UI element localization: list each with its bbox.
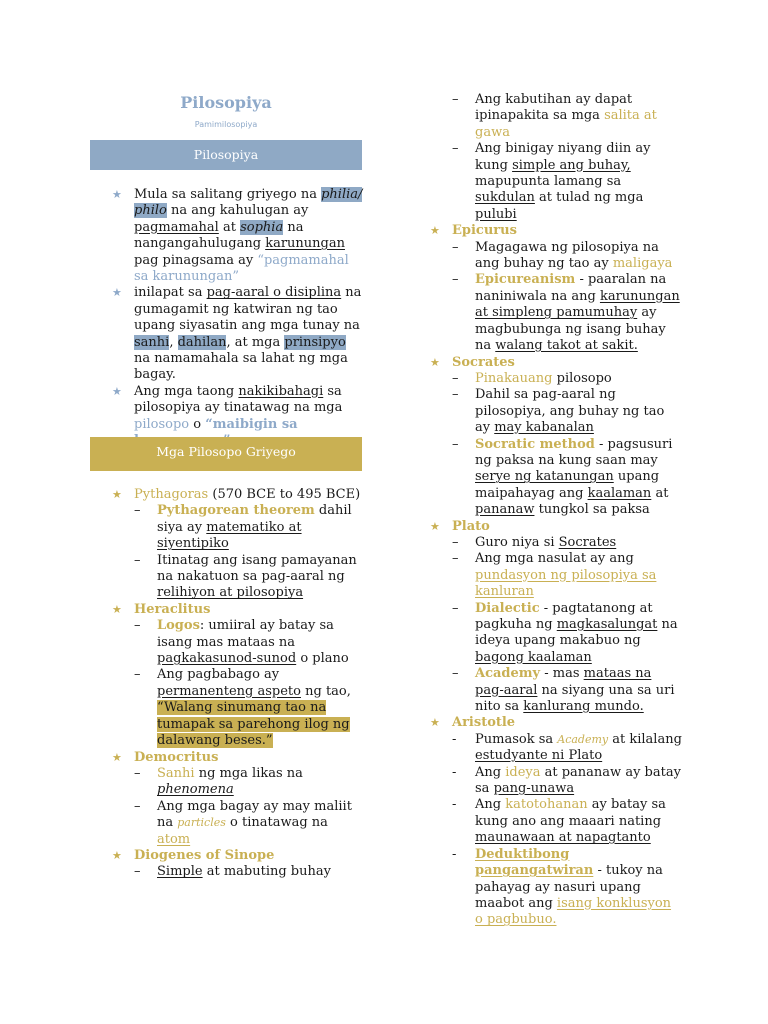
- philosopher-epicurus: [430, 223, 682, 354]
- intro-list: [112, 187, 364, 450]
- philosopher-name: Heraclitus: [134, 601, 211, 617]
- philosopher-name: Socrates: [452, 354, 515, 370]
- star-icon: ★: [112, 384, 122, 398]
- list-item: – Socratic method - pagsusuri ng paksa na kung saan may serye ng katanungan upang maipahayag ang kaalaman at pananaw tungkol sa paksa: [452, 436, 673, 518]
- philosopher-democritus: [112, 750, 364, 848]
- star-icon: ★: [430, 716, 440, 730]
- philosopher-name: Diogenes of Sinope: [134, 847, 275, 863]
- philosophers-list-left: [112, 487, 364, 881]
- list-item: - Deduktibong pangangatwiran - tukoy na pahayag ay nasuri upang maabot ang isang konklusyon o pagbubuo.: [452, 846, 672, 928]
- list-item: - Pumasok sa Academy at kilalang estudyante ni Plato: [452, 731, 682, 764]
- highlight-quote: “Walang sinumang tao na tumapak sa parehong ilog ng dalawang beses.”: [157, 700, 350, 749]
- list-item: – Dahil sa pag-aaral ng pilosopiya, ang buhay ng tao ay may kabanalan: [452, 387, 665, 436]
- list-item: – Ang binigay niyang diin ay kung simple ang buhay, mapupunta lamang sa sukdulan at tulad ng mga pulubi: [452, 141, 651, 222]
- star-icon: ★: [112, 602, 122, 616]
- philosopher-diogenes: [112, 848, 364, 881]
- list-item: – Itinatag ang isang pamayanan na nakatuon sa pag-aaral ng relihiyon at pilosopiya: [134, 552, 357, 601]
- star-icon: ★: [430, 355, 440, 369]
- star-icon: ★: [112, 750, 122, 764]
- philosopher-heraclitus: [112, 602, 364, 750]
- star-icon: ★: [112, 188, 122, 201]
- list-item: – Guro niya si Socrates: [452, 534, 617, 550]
- philosopher-aristotle: [430, 715, 682, 928]
- star-icon: ★: [430, 224, 440, 238]
- list-item: ★ Mula sa salitang griyego na philia/ philo na ang kahulugan ay pagmamahal at sophia na nangangahulugang karunungan pag pinagsama ay “pagmamahal sa karunungan”: [112, 187, 363, 285]
- highlight-term: prinsipyo: [284, 334, 346, 350]
- list-item: ★ inilapat sa pag-aaral o disiplina na gumagamit ng katwiran ng tao upang siyasatin ang mga tunay na sanhi, dahilan, at mga prinsipyo na namamahala sa lahat ng mga bagay.: [112, 285, 362, 383]
- highlight-term: sanhi: [134, 334, 170, 350]
- philosopher-diogenes-cont: [430, 92, 682, 223]
- list-item: – Pythagorean theorem dahil siya ay matematiko at siyentipiko: [134, 503, 352, 552]
- list-item: - Ang katotohanan ay batay sa kung ano ang maaari nating maunawaan at napagtanto: [452, 797, 666, 846]
- list-item: - Ang ideya at pananaw ay batay sa pang-unawa: [452, 764, 681, 797]
- list-item: – Pinakauang pilosopo: [452, 370, 612, 386]
- highlight-term: dahilan: [177, 334, 227, 350]
- philosopher-name: Plato: [452, 518, 490, 534]
- star-icon: ★: [430, 519, 440, 533]
- section-banner-pilosopiya: Pilosopiya: [90, 140, 362, 170]
- page-subtitle: Pamimilosopiya: [194, 120, 258, 129]
- star-icon: ★: [112, 848, 122, 862]
- philosopher-name: Pythagoras: [134, 487, 209, 502]
- philosopher-plato: [430, 519, 682, 716]
- star-icon: ★: [112, 286, 122, 300]
- list-item: – Dialectic - pagtatanong at pagkuha ng magkasalungat na ideya upang makabuo ng bagong kaalaman: [452, 600, 678, 665]
- list-item: ★ Ang mga taong nakikibahagi sa pilosopiya ay tinatawag na mga pilosopo o “maibigin sa: [112, 383, 343, 432]
- list-item: – Magagawa ng pilosopiya na ang buhay ng tao ay maligaya: [452, 239, 673, 272]
- section-banner-pilosopo-griyego: Mga Pilosopo Griyego: [90, 437, 362, 471]
- list-item: – Logos: umiiral ay batay sa isang mas mataas na pagkakasunod-sunod o plano: [134, 618, 349, 667]
- philosopher-name: Democritus: [134, 749, 219, 765]
- philosophers-list-right: [430, 92, 682, 929]
- list-item: – Ang mga nasulat ay ang pundasyon ng pilosopiya sa kanluran: [452, 551, 657, 600]
- philosopher-name: Epicurus: [452, 223, 517, 239]
- philosopher-pythagoras: ★ Pythagoras (570 BCE to 495 BCE) – Pythagorean theorem dahil siya ay matematiko at siyentipiko – Itinatag ang isang pamayanan na nakatuon sa pag-aaral ng relihiyon at pilosopiya: [112, 487, 364, 602]
- list-item: – Ang pagbabago ay permanenteng aspeto ng tao, “Walang sinumang tao na tumapak sa parehong ilog ng dalawang beses.”: [134, 667, 351, 749]
- philosopher-name: Aristotle: [452, 715, 516, 731]
- list-item: – Epicureanism - paaralan na naniniwala na ang karunungan at simpleng pamumuhay ay magbubunga ng isang buhay na walang takot at sakit.: [452, 272, 680, 354]
- list-item: – Academy - mas mataas na pag-aaral na siyang una sa uri nito sa kanlurang mundo.: [452, 666, 675, 715]
- list-item: – Sanhi ng mga likas na phenomena: [134, 765, 303, 798]
- list-item: – Ang kabutihan ay dapat ipinapakita sa mga salita at gawa: [452, 92, 657, 140]
- list-item: – Simple at mabuting buhay: [134, 864, 331, 880]
- philosopher-socrates: [430, 355, 682, 519]
- highlight-term: sophia: [240, 219, 284, 235]
- highlight-term: philia/ philo: [134, 187, 363, 219]
- list-item: – Ang mga bagay ay may maliit na particles o tinatawag na atom: [134, 798, 352, 847]
- star-icon: ★: [112, 488, 122, 501]
- page-title: Pilosopiya: [180, 93, 272, 112]
